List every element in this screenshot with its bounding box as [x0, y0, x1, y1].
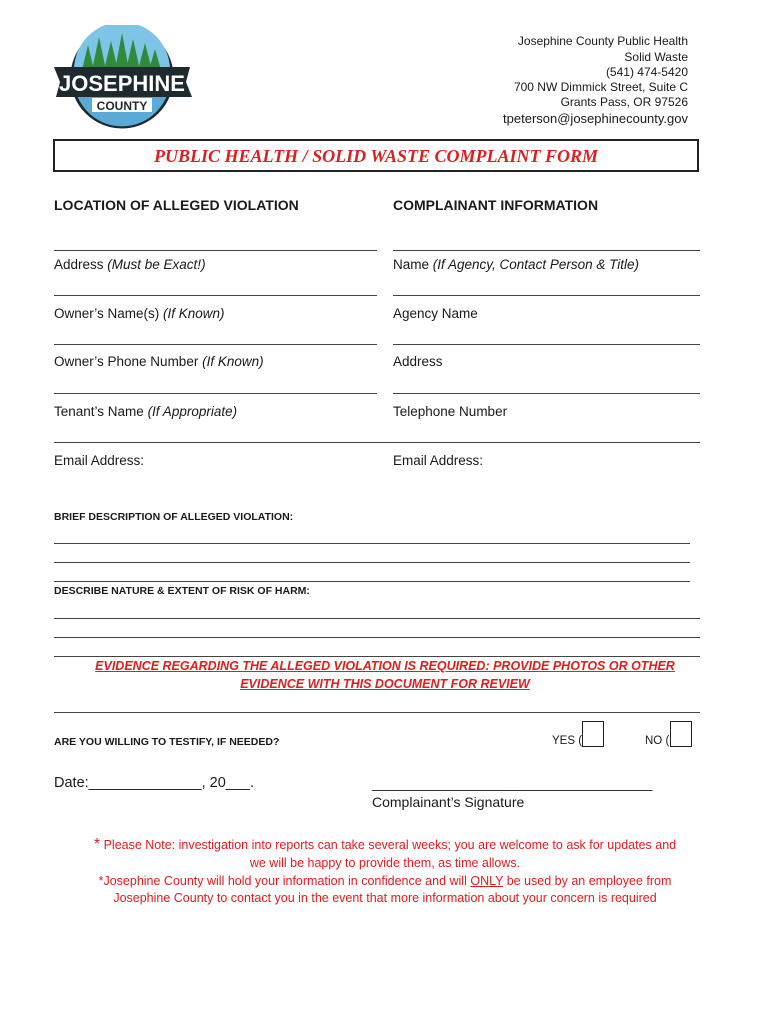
note-line-4: Josephine County to contact you in the event that more information about your concern is required: [113, 891, 657, 905]
name-label: [393, 257, 639, 272]
complainant-address-field[interactable]: [393, 344, 700, 345]
form-title-box: [53, 139, 699, 172]
form-title: PUBLIC HEALTH / SOLID WASTE COMPLAINT FORM: [153, 146, 599, 166]
agency-name-field[interactable]: [393, 295, 700, 296]
location-email-label: Email Address:: [54, 453, 145, 468]
complainant-heading: COMPLAINANT INFORMATION: [393, 197, 599, 213]
address-label: [54, 257, 206, 272]
header-dept: Solid Waste: [624, 50, 688, 64]
owner-name-field[interactable]: [54, 295, 377, 296]
agency-label: Agency Name: [393, 306, 478, 321]
name-note: (If Agency, Contact Person & Title): [432, 257, 639, 272]
owner-phone-label-text: Owner’s Phone Number: [54, 354, 203, 369]
date-period: .: [249, 775, 254, 791]
header-street: 700 NW Dimmick Street, Suite C: [513, 80, 688, 94]
date-label: Date:: [54, 775, 89, 791]
testify-yes-label: YES (: [552, 735, 583, 747]
header-city: Grants Pass, OR 97526: [560, 95, 688, 109]
header-email[interactable]: tpeterson@josephinecounty.gov: [503, 111, 688, 126]
note-line-1-text: Please Note: investigation into reports can take several weeks; you are welcome to ask for updates and: [100, 838, 677, 852]
tenant-name-field[interactable]: [54, 393, 377, 394]
tenant-note: (If Appropriate): [147, 404, 238, 419]
telephone-label: Telephone Number: [393, 404, 508, 419]
description-line-3[interactable]: [54, 581, 690, 582]
signature-label: Complainant’s Signature: [372, 794, 525, 810]
owner-note: (If Known): [163, 306, 225, 321]
header-org: Josephine County Public Health: [517, 34, 688, 48]
risk-line-2[interactable]: [54, 637, 700, 638]
location-heading: LOCATION OF ALLEGED VIOLATION: [54, 197, 299, 213]
note-line-2: we will be happy to provide them, as time allows.: [249, 856, 521, 870]
note-asterisk: *: [93, 836, 101, 853]
complainant-address-label: Address: [393, 354, 443, 369]
complainant-email-label: Email Address:: [393, 453, 484, 468]
date-year-prefix: , 20: [201, 775, 226, 791]
description-line-2[interactable]: [54, 562, 690, 563]
address-note: (Must be Exact!): [107, 257, 206, 272]
description-line-1[interactable]: [54, 543, 690, 544]
evidence-line[interactable]: [54, 712, 700, 713]
county-logo: [52, 25, 197, 133]
note-line-3a: *Josephine County will hold your information in confidence and will: [98, 874, 471, 888]
address-label-text: Address: [54, 257, 108, 272]
owner-label: [54, 306, 225, 321]
risk-line-1[interactable]: [54, 618, 700, 619]
testify-no-checkbox[interactable]: [670, 721, 692, 747]
owner-phone-label: [54, 354, 264, 369]
evidence-notice-line-1: EVIDENCE REGARDING THE ALLEGED VIOLATION IS REQUIRED: PROVIDE PHOTOS OR OTHER: [95, 659, 675, 673]
date-blank[interactable]: ______________: [88, 775, 202, 791]
owner-label-text: Owner’s Name(s): [54, 306, 164, 321]
testify-yes-checkbox[interactable]: [582, 721, 604, 747]
logo-title: JOSEPHINE: [59, 71, 185, 96]
date-year-blank[interactable]: ___: [225, 775, 250, 791]
risk-heading: DESCRIBE NATURE & EXTENT OF RISK OF HARM:: [54, 585, 310, 597]
address-field[interactable]: [54, 250, 377, 251]
risk-line-3[interactable]: [54, 656, 700, 657]
testify-question: ARE YOU WILLING TO TESTIFY, IF NEEDED?: [54, 736, 280, 748]
note-line-3-emphasis: ONLY: [470, 874, 504, 888]
header-phone: (541) 474-5420: [605, 65, 688, 79]
email-field[interactable]: [54, 442, 700, 443]
logo-subtitle: COUNTY: [96, 99, 148, 113]
description-heading: BRIEF DESCRIPTION OF ALLEGED VIOLATION:: [54, 511, 294, 523]
name-field[interactable]: [393, 250, 700, 251]
telephone-field[interactable]: [393, 393, 700, 394]
owner-phone-note: (If Known): [202, 354, 264, 369]
tenant-label-text: Tenant’s Name: [54, 404, 148, 419]
tenant-label: [54, 404, 237, 419]
signature-line[interactable]: ____________________________________: [372, 775, 653, 791]
name-label-text: Name: [393, 257, 433, 272]
note-line-3c: be used by an employee from: [503, 874, 672, 888]
owner-phone-field[interactable]: [54, 344, 377, 345]
note-line-1: [20, 836, 750, 854]
logo-graphic: [52, 25, 197, 133]
note-line-3: [20, 874, 750, 888]
date-field[interactable]: [54, 775, 254, 791]
evidence-notice-line-2: EVIDENCE WITH THIS DOCUMENT FOR REVIEW: [240, 677, 530, 691]
testify-no-label: NO (: [645, 735, 670, 747]
